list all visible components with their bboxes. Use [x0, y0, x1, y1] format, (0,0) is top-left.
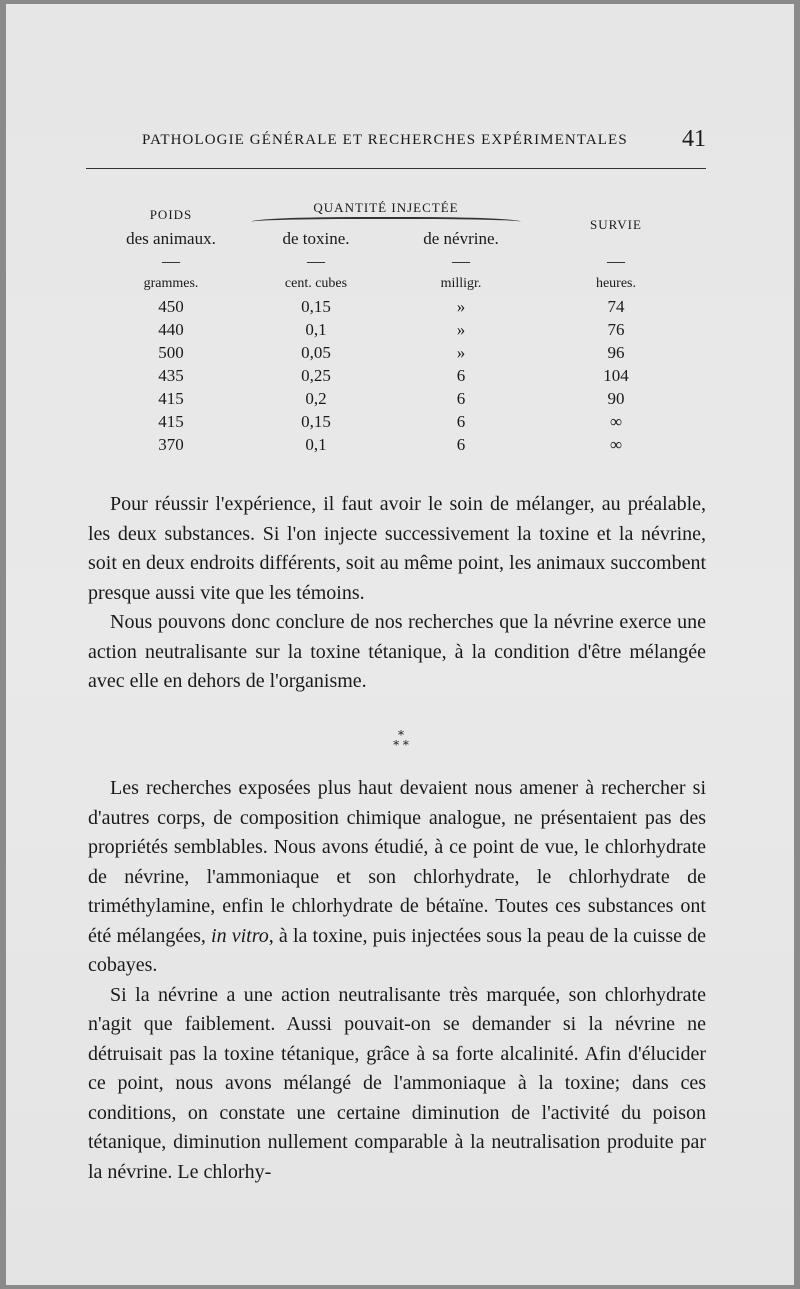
table-row: 415 0,15 6 ∞	[158, 411, 623, 431]
col-survival-head: SURVIE	[590, 216, 642, 232]
running-title: PATHOLOGIE GÉNÉRALE ET RECHERCHES EXPÉRIMENTALES	[142, 132, 628, 148]
table-row: 435 0,25 6 104	[158, 365, 629, 385]
dash-row: — — — —	[162, 250, 625, 271]
paragraph: Nous pouvons donc conclure de nos recherches que la névrine exerce une action neutralisante sur la toxine tétanique, à la condition d'être mélangée avec elle en dehors de l'organisme.	[88, 611, 706, 692]
text-block-upper	[88, 490, 706, 697]
col-toxine-head: de toxine.	[282, 229, 350, 248]
results-table	[101, 200, 701, 456]
table-row: 450 0,15 » 74	[158, 296, 625, 316]
header-rule	[86, 168, 706, 169]
table-row: 415 0,2 6 90	[158, 388, 625, 408]
col-weight-head: POIDS	[149, 206, 193, 222]
col-nevrine-head: de névrine.	[423, 229, 499, 248]
table-head-row-1	[101, 200, 701, 229]
paragraph: Si la névrine a une action neutralisante très marquée, son chlorhydrate n'agit que faiblement. Aussi pouvait-on se demander si la névrine ne détruisait pas la toxine tétanique, grâce à sa forte alcalinité. Afin d'élucider ce point, nous avons mélangé de l'ammoniaque à la toxine; dans ces conditions, on constate une certaine diminution de l'activité du poison tétanique, diminution nullement comparable à la neutralisation produite par la névrine. Le chlorhy-	[88, 983, 706, 1183]
table-row: 370 0,1 6 ∞	[158, 434, 623, 454]
page	[6, 4, 794, 1285]
italic-term: in vitro	[211, 924, 269, 947]
group-head-quantity: QUANTITÉ INJECTÉE	[241, 200, 531, 229]
page-number: 41	[682, 126, 706, 152]
table-row: 440 0,1 » 76	[158, 319, 625, 339]
units-row: grammes. cent. cubes milligr. heures.	[143, 276, 637, 291]
col-weight-subhead: des animaux.	[126, 229, 216, 248]
text-block-lower	[88, 774, 706, 1187]
paragraph: Les recherches exposées plus haut devaient nous amener à rechercher si d'autres corps, de composition chimique analogue, ne présentaient pas des propriétés semblables. Nous avons étudié, à ce point de vue, le chlorhydrate de névrine, l'ammoniaque et son chlorhydrate, le chlorhydrate de triméthylamine, enfin le chlorhydrate de bétaïne. Toutes ces substances ont été mélangées, in vitro, à la toxine, puis injectées sous la peau de la cuisse de cobayes.	[88, 777, 707, 976]
running-header	[142, 126, 712, 152]
section-separator: * * *	[393, 728, 409, 752]
brace-mark	[251, 217, 521, 229]
paragraph: Pour réussir l'expérience, il faut avoir le soin de mélanger, au préalable, les deux substances. Si l'on injecte successivement la toxine et la névrine, soit en deux endroits différents, soit au même point, les animaux succombent presque aussi vite que les témoins.	[88, 493, 706, 604]
table-row: 500 0,05 » 96	[158, 342, 625, 362]
